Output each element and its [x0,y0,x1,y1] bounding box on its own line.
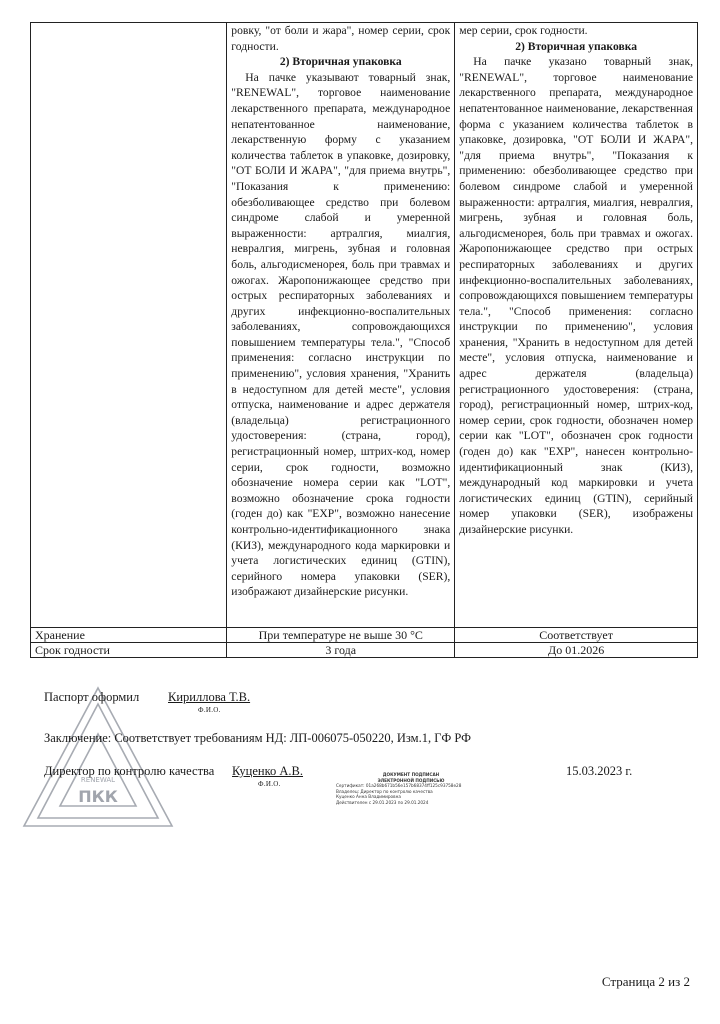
table-row [31,643,698,658]
conclusion-text: Заключение: Соответствует требованиям НД: ЛП-006075-050220, Изм.1, ГФ РФ [44,731,472,745]
storage-label: Хранение [31,628,227,643]
result-cell [455,23,698,628]
requirement-section-title: 2) Вторичная упаковка [279,55,402,69]
passport-name: Кириллова Т.В. [168,690,251,704]
shelf-life-result: До 01.2026 [455,643,698,658]
spec-table [30,22,698,658]
esign-owner: Владелец: Директор по контролю качества [336,788,433,794]
shelf-life-requirement: 3 года [227,643,455,658]
requirement-intro: ровку, "от боли и жара", номер серии, срок годности. [231,24,451,53]
page-number: Страница 2 из 2 [601,974,690,989]
result-intro: мер серии, срок годности. [459,24,588,37]
result-section-title: 2) Вторичная упаковка [515,39,638,53]
table-cell-empty [31,23,227,628]
passport-fio-label: Ф.И.О. [198,706,221,714]
storage-requirement: При температуре не выше 30 °С [227,628,455,643]
stamp-inner-text: RENEWAL [80,776,116,784]
sign-date: 15.03.2023 г. [566,764,633,778]
requirement-body: На пачке указывают товарный знак, "RENEWAL", торговое наименование лекарственного препарата, международное непатентованное наименование, лекарственную форму с указанием количества таблеток в упаковке, дозировку, "ОТ БОЛИ И ЖАРА", "для приема внутрь", "Показания к применению: обезболивающее средство при болевом синдроме слабой и умеренной выраженности: артралгия, миалгия, невралгия, мигрень, зубная и головная боль, альгодисменорея, боль при травмах и ожогах. Жаропонижающее средство при острых респираторных заболеваниях и других инфекционно-воспалительных заболеваниях, сопровождающихся повышением температуры тела.", "Способ применения: согласно инструкции по применению", условия хранения, "Хранить в недоступном для детей месте", условия отпуска, наименование и адрес держателя (владельца) регистрационного удостоверения: (страна, город), регистрационный номер, штрих-код, номер серии, срок годности, возможно обозначение номера серии как "LOT", возможно обозначение срока годности (годен до) как "EXP", возможно нанесение контрольно-идентификационного знака (КИЗ), международного кода маркировки и учета логистических единиц (GTIN), серийного номера упаковки (SER), изображают дизайнерские рисунки. [231,70,451,599]
esign-validity: Действителен с 29.01.2023 по 29.01.2024 [336,799,429,805]
requirement-cell [227,23,455,628]
electronic-signature [336,772,486,806]
esign-certificate: Сертификат: 01a268b671b56e157b68374ff125c93758e28 [336,783,462,789]
shelf-life-label: Срок годности [31,643,227,658]
director-name: Куценко А.В. [232,764,304,778]
esign-owner-name: Куценко Анна Владимировна [336,794,401,800]
director-label: Директор по контролю качества [44,764,215,778]
esign-subtitle: ЭЛЕКТРОННОЙ ПОДПИСЬЮ [377,777,445,783]
result-body: На пачке указано товарный знак, "RENEWAL", торговое наименование лекарственного препарата, международное непатентованное наименование, лекарственная форма с указанием количества таблеток в упаковке, дозировка, "ОТ БОЛИ И ЖАРА", "для приема внутрь", "Показания к применению: обезболивающее средство при болевом синдроме слабой и умеренной выраженности: артралгия, миалгия, невралгия, мигрень, зубная и головная боль, альгодисменорея, боль при травмах и ожогах. Жаропонижающее средство при острых респираторных заболеваниях и других инфекционно-воспалительных заболеваниях, сопровождающихся повышением температуры тела.", "Способ применения: согласно инструкции по применению", условия хранения, "Хранить в недоступном для детей месте", условия отпуска, наименование и адрес держателя (владельца) регистрационного удостоверения: (страна, город), регистрационный номер, штрих-код, номер серии, срок годности, обозначен номер серии как "LOT", обозначен срок годности (годен до) как "EXP", нанесен контрольно-идентификационный знак (КИЗ), международный код маркировки и учета логистических единиц (GTIN), серийный номер упаковки (SER), изображены дизайнерские рисунки. [459,55,693,536]
table-row [31,628,698,643]
stamp-text: ПКК [78,787,118,806]
passport-label: Паспорт оформил [44,690,140,704]
storage-result: Соответствует [455,628,698,643]
director-fio-label: Ф.И.О. [258,780,281,788]
esign-title: ДОКУМЕНТ ПОДПИСАН [382,772,440,777]
table-row [31,23,698,628]
